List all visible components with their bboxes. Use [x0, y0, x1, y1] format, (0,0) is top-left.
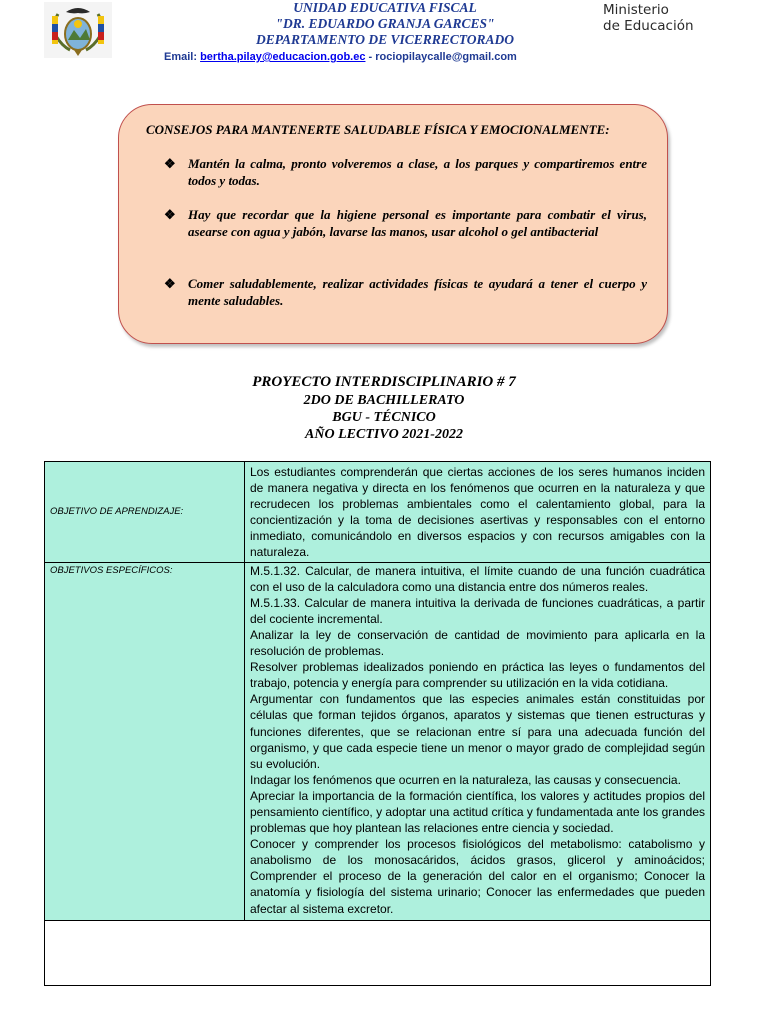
- ministry-logo: [603, 2, 694, 34]
- objectives-table: [44, 461, 711, 921]
- document-header: [0, 0, 768, 80]
- diamond-bullet-icon: ❖: [164, 276, 176, 291]
- diamond-bullet-icon: ❖: [164, 207, 176, 222]
- email-link-primary[interactable]: bertha.pilay@educacion.gob.ec: [200, 51, 366, 63]
- list-item: Analizar la ley de conservación de cantidad de movimiento para aplicarla en la resolución de problemas.: [250, 627, 705, 659]
- list-item: Argumentar con fundamentos que las especies animales están constituidas por células que forman tejidos órganos, aparatos y sistemas que tienen estructuras y funciones diferentes, que se relacionan entre sí para una adecuada función del organismo, y que cada especie tiene un menor o mayor grado de complejidad según su evolución.: [250, 692, 705, 771]
- advice-tip: [164, 275, 647, 309]
- list-item: Conocer y comprender los procesos fisiológicos del metabolismo: catabolismo y anabolismo de los monosacáridos, ácidos grasos, glicerol y aminoácidos; Comprender el proceso de la generación del calor en el organismo; Conocer la anatomía y fisiología del sistema urinario; Conocer las enfermedades que pueden afectar al sistema excretor.: [250, 837, 705, 916]
- email-separator: -: [368, 51, 376, 63]
- advice-tip-text: Mantén la calma, pronto volveremos a clase, a los parques y compartiremos entre todos y todas.: [188, 156, 647, 188]
- advice-title: CONSEJOS PARA MANTENERTE SALUDABLE FÍSICA Y EMOCIONALMENTE:: [146, 122, 610, 137]
- table-row: [45, 462, 711, 563]
- specific-objectives-list: [245, 562, 711, 920]
- ministry-line-1: Ministerio: [603, 2, 669, 18]
- project-grade: 2DO DE BACHILLERATO: [303, 393, 465, 408]
- project-track: BGU - TÉCNICO: [332, 410, 436, 425]
- list-item: M.5.1.32. Calcular, de manera intuitiva, el límite cuando de una función cuadrática con el uso de la calculadora como una distancia entre dos números reales.: [250, 563, 705, 594]
- list-item: Apreciar la importancia de la formación científica, los valores y actitudes propios del pensamiento científico, y adoptar una actitud crítica y fundamentada ante los grandes problemas que hoy plantean las relaciones entre ciencia y sociedad.: [250, 788, 705, 836]
- advice-tip-text: Hay que recordar que la higiene personal es importante para combatir el virus, asearse con agua y jabón, lavarse las manos, usar alcohol o gel antibacterial: [188, 207, 647, 239]
- learning-objective-label: OBJETIVO DE APRENDIZAJE:: [45, 462, 245, 563]
- institution-department: DEPARTAMENTO DE VICERRECTORADO: [255, 32, 515, 47]
- national-coat-of-arms: [44, 2, 112, 58]
- diamond-bullet-icon: ❖: [164, 156, 176, 171]
- list-item: M.5.1.33. Calcular de manera intuitiva la derivada de funciones cuadráticas, a partir del cociente incremental.: [250, 595, 705, 626]
- email-secondary: rociopilaycalle@gmail.com: [375, 51, 517, 63]
- advice-tip: [164, 206, 647, 240]
- project-title: PROYECTO INTERDISCIPLINARIO # 7: [252, 374, 516, 390]
- email-label: Email:: [164, 51, 198, 63]
- list-item: Resolver problemas idealizados poniendo en práctica las leyes o fundamentos del trabajo, potencia y energía para comprender su utilización en la vida cotidiana.: [250, 660, 705, 691]
- specific-objectives-label: OBJETIVOS ESPECÍFICOS:: [45, 562, 245, 920]
- project-year: AÑO LECTIVO 2021-2022: [305, 427, 463, 442]
- list-item: Indagar los fenómenos que ocurren en la naturaleza, las causas y consecuencia.: [250, 772, 681, 787]
- institution-heading: [165, 0, 605, 48]
- institution-patron: "DR. EDUARDO GRANJA GARCES": [275, 16, 495, 31]
- ministry-line-2: de Educación: [603, 18, 694, 34]
- email-line: [164, 51, 517, 63]
- institution-name: UNIDAD EDUCATIVA FISCAL: [293, 0, 477, 15]
- table-row: [45, 562, 711, 920]
- learning-objective-text: Los estudiantes comprenderán que ciertas acciones de los seres humanos inciden de manera negativa y directa en los fenómenos que ocurren en la naturaleza y que recrudecen los problemas ambientales como el calentamiento global, para la concientización y la toma de decisiones asertivas y responsables con el entorno inmediato, comunicándolo en diversos espacios y con recursos amigables con la naturaleza.: [245, 462, 711, 563]
- advice-tip: [164, 155, 647, 189]
- advice-tip-text: Comer saludablemente, realizar actividades físicas te ayudará a tener el cuerpo y mente saludables.: [188, 276, 647, 308]
